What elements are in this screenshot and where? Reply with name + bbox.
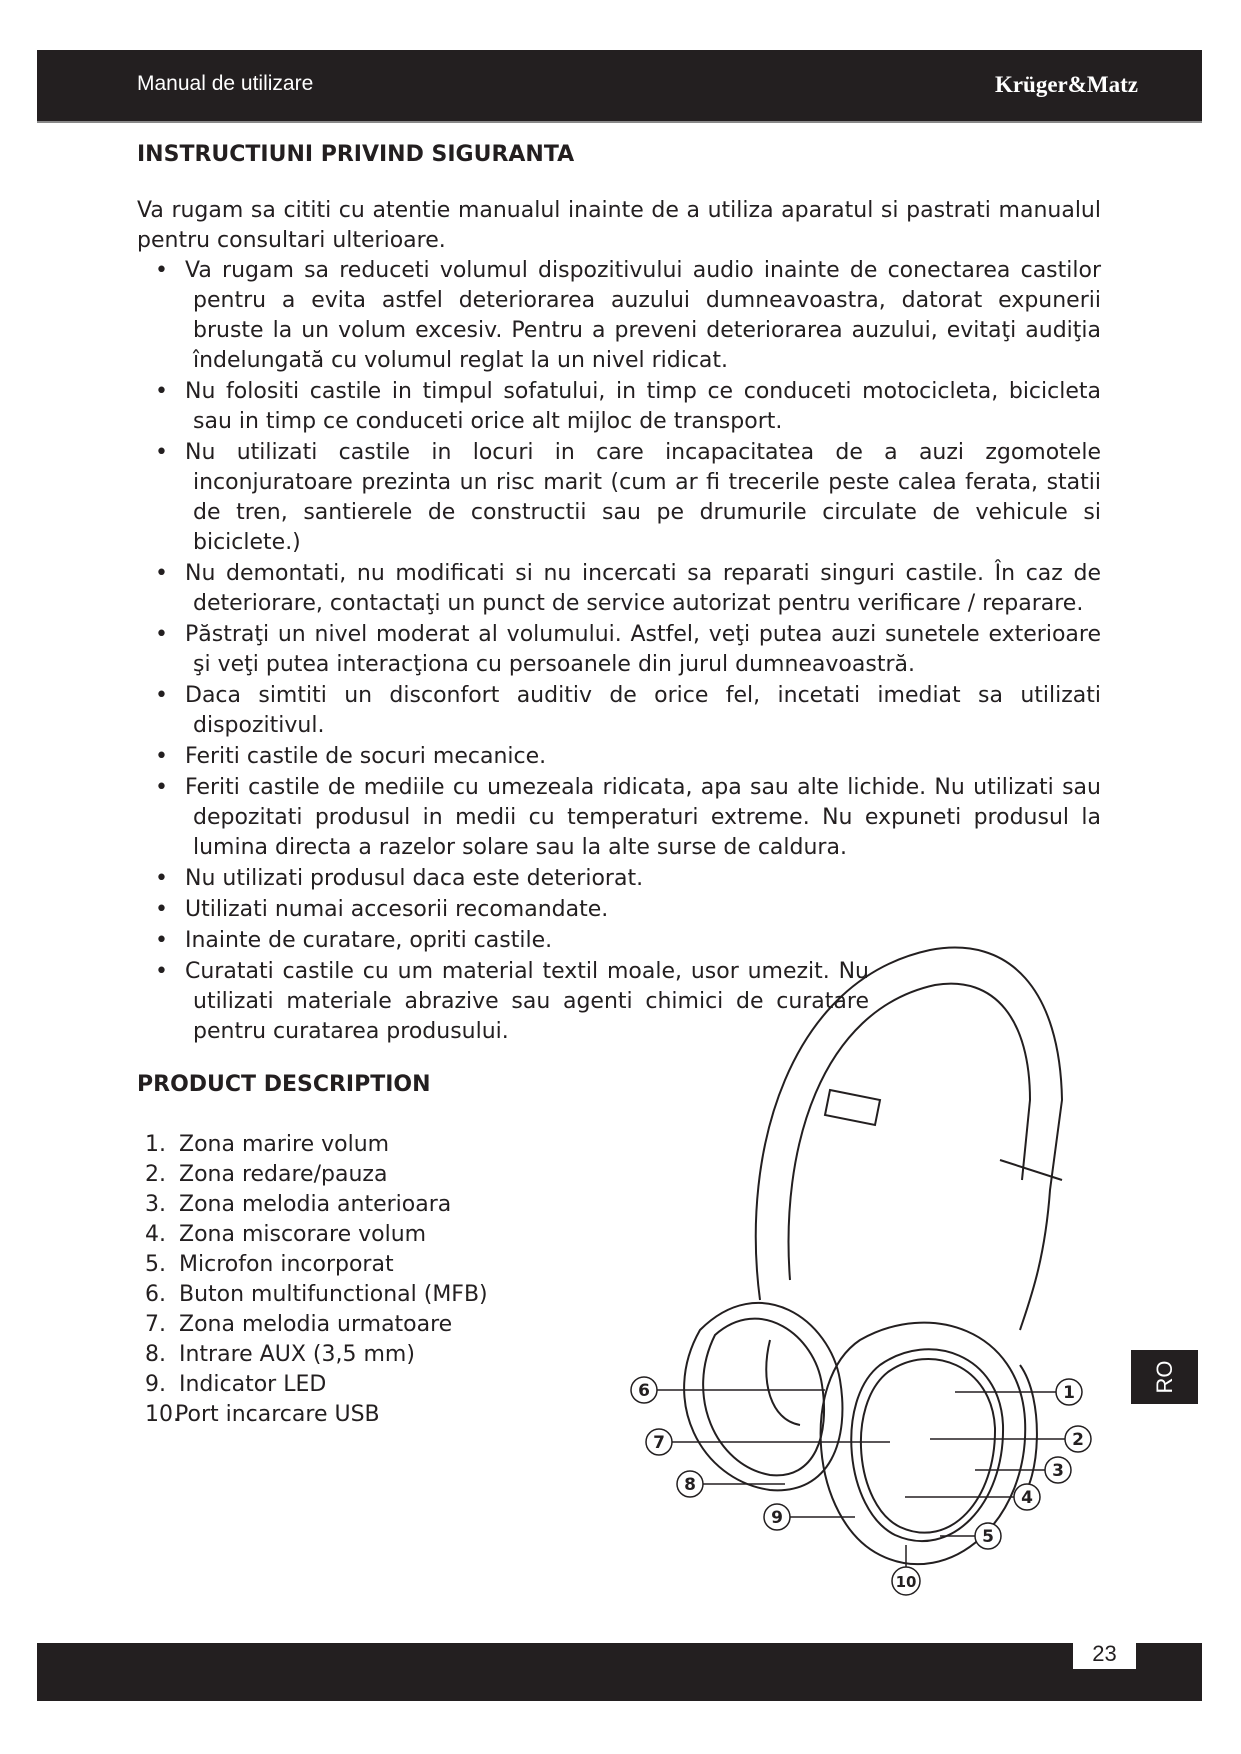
safety-heading: INSTRUCTIUNI PRIVIND SIGURANTA [137,142,575,167]
svg-text:1: 1 [1063,1383,1075,1403]
list-item: 1. Zona marire volum [145,1132,390,1157]
list-item: • Inainte de curatare, opriti castile. [155,928,553,953]
list-item: 9. Indicator LED [145,1372,327,1397]
svg-text:8: 8 [684,1475,696,1495]
callout-2 [1065,1426,1091,1452]
list-item: 5. Microfon incorporat [145,1252,394,1277]
list-item: 7. Zona melodia urmatoare [145,1312,453,1337]
list-item: 6. Buton multifunctional (MFB) [145,1282,488,1307]
list-item: • Daca simtiti un disconfort auditiv de orice fel, incetati imediat sa utilizati dispozitivul. [155,683,1101,738]
svg-text:10: 10 [895,1573,917,1591]
svg-text:6: 6 [638,1381,650,1401]
list-item: • Nu folositi castile in timpul sofatului, in timp ce conduceti motocicleta, bicicleta sau in timp ce conduceti orice alt mijloc de transport. [155,379,1101,434]
list-item: • Nu utilizati castile in locuri in care incapacitatea de a auzi zgomotele inconjuratoare prezinta un risc marit (cum ar fi trecerile peste calea ferata, statii de tren, santierele de constructii sau pe drumurile circulate de vehicule si biciclete.) [155,440,1101,555]
callout-9 [764,1504,790,1530]
svg-text:2: 2 [1072,1430,1084,1450]
svg-text:4: 4 [1021,1488,1033,1508]
brand-logo: Krüger&Matz [994,72,1138,97]
list-item: • Va rugam sa reduceti volumul dispozitivului audio inainte de conectarea castilor pentru a evita astfel deteriorarea auzului dumneavoastra, datorat expunerii bruste la un volum excesiv. Pentru a preveni deteriorarea auzului, evitaţi audiţia îndelungată cu volumul reglat la un nivel ridicat. [155,258,1101,373]
page-number: 23 [1073,1638,1136,1669]
svg-text:7: 7 [653,1433,665,1453]
list-item: • Nu utilizati produsul daca este deteriorat. [155,866,644,891]
svg-text:3: 3 [1052,1461,1064,1481]
callout-3 [1045,1457,1071,1483]
callout-5 [975,1523,1001,1549]
callout-1 [1056,1379,1082,1405]
list-item: • Utilizati numai accesorii recomandate. [155,897,609,922]
callout-8 [677,1471,703,1497]
svg-text:5: 5 [982,1527,994,1547]
list-item: • Nu demontati, nu modificati si nu incercati sa reparati singuri castile. În caz de deteriorare, contactaţi un punct de service autorizat pentru verificare / reparare. [155,561,1101,616]
list-item: 8. Intrare AUX (3,5 mm) [145,1342,415,1367]
list-item: 10.Port incarcare USB [145,1402,380,1427]
list-item: • Păstraţi un nivel moderat al volumului. Astfel, veţi putea auzi sunetele exterioare şi veţi putea interacţiona cu persoanele din jurul dumneavoastră. [155,622,1101,677]
callout-labels [631,1377,1091,1595]
callout-10 [892,1567,920,1595]
header-title: Manual de utilizare [137,72,314,95]
language-tab: RO [1131,1350,1198,1404]
callout-7 [646,1429,672,1455]
list-item: 2. Zona redare/pauza [145,1162,388,1187]
list-item: 4. Zona miscorare volum [145,1222,427,1247]
svg-text:9: 9 [771,1508,783,1528]
safety-intro: Va rugam sa cititi cu atentie manualul inainte de a utiliza aparatul si pastrati manualul pentru consultari ulterioare. [137,198,1101,253]
list-item: 3. Zona melodia anterioara [145,1192,452,1217]
headphones-illustration [684,948,1062,1565]
product-heading: PRODUCT DESCRIPTION [137,1072,431,1097]
callout-4 [1014,1484,1040,1510]
page-footer [37,1643,1202,1701]
list-item: • Curatati castile cu um material textil moale, usor umezit. Nu utilizati materiale abrazive sau agenti chimici de curatare pentru curatarea produsului. [155,959,869,1044]
list-item: • Feriti castile de mediile cu umezeala ridicata, apa sau alte lichide. Nu utilizati sau depozitati produsul in medii cu temperaturi extreme. Nu expuneti produsul la lumina directa a razelor solare sau la alte surse de caldura. [155,775,1101,860]
callout-6 [631,1377,657,1403]
list-item: • Feriti castile de socuri mecanice. [155,744,547,769]
